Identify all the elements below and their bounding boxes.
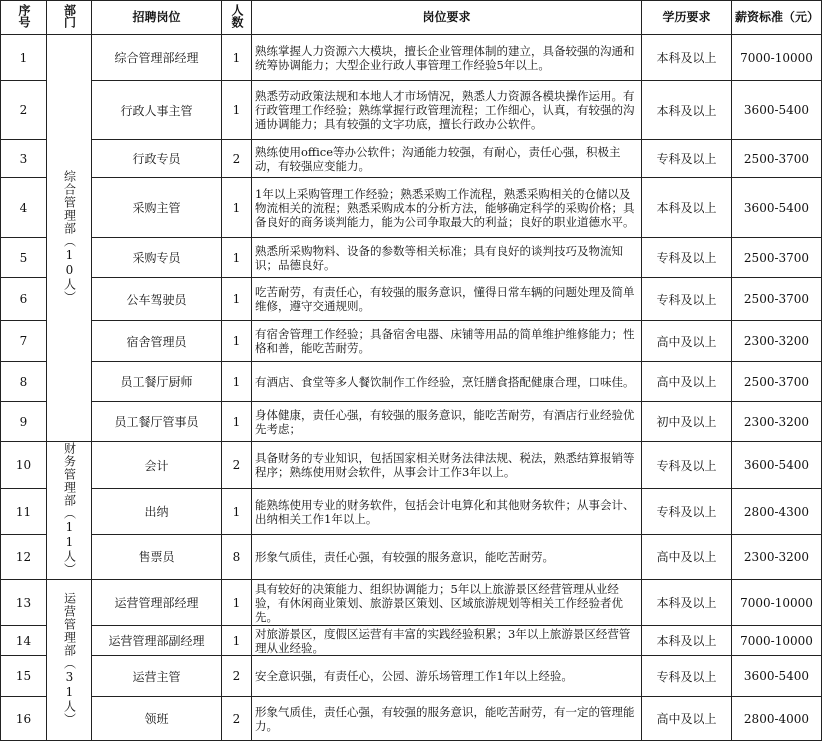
row-education: 高中及以上 [642,321,732,362]
row-education: 专科及以上 [642,140,732,178]
row-salary: 2500-3700 [732,140,822,178]
row-position: 宿舍管理员 [92,321,222,362]
header-requirements: 岗位要求 [252,1,642,35]
row-requirements: 安全意识强，有责任心，公园、游乐场管理工作1年以上经验。 [252,656,642,697]
row-requirements: 熟悉所采购物料、设备的参数等相关标准；具有良好的谈判技巧及物流知识；品德良好。 [252,238,642,278]
row-seq: 11 [1,489,47,534]
row-education: 专科及以上 [642,442,732,489]
row-requirements: 身体健康，责任心强，有较强的服务意识，能吃苦耐劳，有酒店行业经验优先考虑； [252,402,642,442]
row-requirements: 有宿舍管理工作经验；具备宿舍电器、床铺等用品的简单维护维修能力；性格和善，能吃苦耐劳。 [252,321,642,362]
row-position: 公车驾驶员 [92,278,222,321]
row-salary: 2800-4000 [732,697,822,741]
row-position: 员工餐厅厨师 [92,362,222,402]
row-position: 行政专员 [92,140,222,178]
row-salary: 7000-10000 [732,626,822,656]
table-row [1,656,822,697]
header-position: 招聘岗位 [92,1,222,35]
table-row [1,362,822,402]
row-education: 高中及以上 [642,534,732,579]
row-requirements: 吃苦耐劳，有责任心，有较强的服务意识，懂得日常车辆的问题处理及简单维修，遵守交通规则。 [252,278,642,321]
header-education: 学历要求 [642,1,732,35]
row-count: 2 [222,140,252,178]
row-education: 高中及以上 [642,697,732,741]
row-seq: 12 [1,534,47,579]
row-position: 综合管理部经理 [92,35,222,81]
table-row [1,35,822,81]
header-salary: 薪资标准（元） [732,1,822,35]
row-count: 1 [222,178,252,238]
row-count: 1 [222,35,252,81]
table-row [1,626,822,656]
table-row [1,178,822,238]
dept-name: 综合管理部（10人） [62,169,77,304]
row-requirements: 熟练掌握人力资源六大模块，擅长企业管理体制的建立，具备较强的沟通和统筹协调能力；大型企业行政人事管理工作经验5年以上。 [252,35,642,81]
dept-name: 财务管理部（11人） [62,442,77,576]
dept-cell [47,442,92,580]
row-seq: 6 [1,278,47,321]
row-salary: 7000-10000 [732,35,822,81]
row-position: 采购主管 [92,178,222,238]
row-count: 1 [222,580,252,626]
dept-name: 运营管理部（31人） [62,591,77,726]
row-position: 会计 [92,442,222,489]
row-position: 领班 [92,697,222,741]
table-row [1,321,822,362]
header-row [1,1,822,35]
row-education: 本科及以上 [642,81,732,140]
row-count: 1 [222,321,252,362]
row-count: 1 [222,238,252,278]
row-position: 运营主管 [92,656,222,697]
row-requirements: 有酒店、食堂等多人餐饮制作工作经验，烹饪膳食搭配健康合理，口味佳。 [252,362,642,402]
row-requirements: 具有较好的决策能力、组织协调能力；5年以上旅游景区经营管理从业经验，有休闲商业策划、旅游景区策划、区域旅游规划等相关工作经验者优先。 [252,580,642,626]
row-education: 专科及以上 [642,238,732,278]
row-requirements: 熟悉劳动政策法规和本地人才市场情况，熟悉人力资源各模块操作运用。有行政管理工作经验；熟练掌握行政管理流程；工作细心，认真，有较强的沟通协调能力；具有较强的文字功底，擅长行政办公软件。 [252,81,642,140]
header-seq: 序号 [1,1,47,35]
header-dept: 部门 [47,1,92,35]
row-salary: 3600-5400 [732,81,822,140]
table-row [1,140,822,178]
row-salary: 2300-3200 [732,402,822,442]
row-salary: 2300-3200 [732,321,822,362]
row-seq: 13 [1,580,47,626]
table-row [1,402,822,442]
row-count: 1 [222,489,252,534]
table-row [1,238,822,278]
table-row [1,489,822,534]
table-row [1,278,822,321]
row-salary: 3600-5400 [732,656,822,697]
row-seq: 1 [1,35,47,81]
row-position: 出纳 [92,489,222,534]
header-count: 人数 [222,1,252,35]
row-requirements: 形象气质佳，责任心强，有较强的服务意识，能吃苦耐劳，有一定的管理能力。 [252,697,642,741]
row-seq: 9 [1,402,47,442]
row-salary: 3600-5400 [732,178,822,238]
dept-cell [47,580,92,741]
row-seq: 7 [1,321,47,362]
row-seq: 5 [1,238,47,278]
row-count: 1 [222,362,252,402]
row-seq: 14 [1,626,47,656]
row-education: 本科及以上 [642,626,732,656]
row-education: 专科及以上 [642,656,732,697]
row-count: 1 [222,278,252,321]
row-salary: 2500-3700 [732,278,822,321]
row-requirements: 对旅游景区，度假区运营有丰富的实践经验积累；3年以上旅游景区经营管理从业经验。 [252,626,642,656]
row-education: 专科及以上 [642,489,732,534]
row-requirements: 具备财务的专业知识，包括国家相关财务法律法规、税法，熟悉结算报销等程序；熟练使用财会软件，从事会计工作3年以上。 [252,442,642,489]
row-seq: 3 [1,140,47,178]
row-count: 1 [222,402,252,442]
row-education: 本科及以上 [642,178,732,238]
row-requirements: 1年以上采购管理工作经验；熟悉采购工作流程，熟悉采购相关的仓储以及物流相关的流程；熟悉采购成本的分析方法，能够确定科学的采购价格；具备良好的商务谈判能力，能为公司争取最大的利益；良好的职业道德水平。 [252,178,642,238]
table-row [1,81,822,140]
row-seq: 10 [1,442,47,489]
row-salary: 2500-3700 [732,238,822,278]
row-count: 2 [222,442,252,489]
row-requirements: 形象气质佳，责任心强，有较强的服务意识，能吃苦耐劳。 [252,534,642,579]
table-row [1,442,822,489]
table-row [1,534,822,579]
row-education: 高中及以上 [642,362,732,402]
row-seq: 2 [1,81,47,140]
row-seq: 8 [1,362,47,402]
row-position: 售票员 [92,534,222,579]
row-position: 员工餐厅管事员 [92,402,222,442]
row-count: 2 [222,656,252,697]
row-salary: 7000-10000 [732,580,822,626]
row-count: 1 [222,81,252,140]
row-count: 8 [222,534,252,579]
row-count: 2 [222,697,252,741]
row-requirements: 能熟练使用专业的财务软件，包括会计电算化和其他财务软件；从事会计、出纳相关工作1年以上。 [252,489,642,534]
row-salary: 3600-5400 [732,442,822,489]
row-education: 专科及以上 [642,278,732,321]
row-salary: 2800-4300 [732,489,822,534]
row-seq: 4 [1,178,47,238]
row-salary: 2500-3700 [732,362,822,402]
row-position: 采购专员 [92,238,222,278]
row-salary: 2300-3200 [732,534,822,579]
row-count: 1 [222,626,252,656]
table-row [1,580,822,626]
row-position: 运营管理部副经理 [92,626,222,656]
row-position: 行政人事主管 [92,81,222,140]
row-seq: 15 [1,656,47,697]
row-education: 本科及以上 [642,35,732,81]
dept-cell [47,35,92,442]
row-position: 运营管理部经理 [92,580,222,626]
table-row [1,697,822,741]
row-education: 本科及以上 [642,580,732,626]
row-requirements: 熟练使用office等办公软件；沟通能力较强，有耐心，责任心强，积极主动，有较强应变能力。 [252,140,642,178]
row-seq: 16 [1,697,47,741]
row-education: 初中及以上 [642,402,732,442]
